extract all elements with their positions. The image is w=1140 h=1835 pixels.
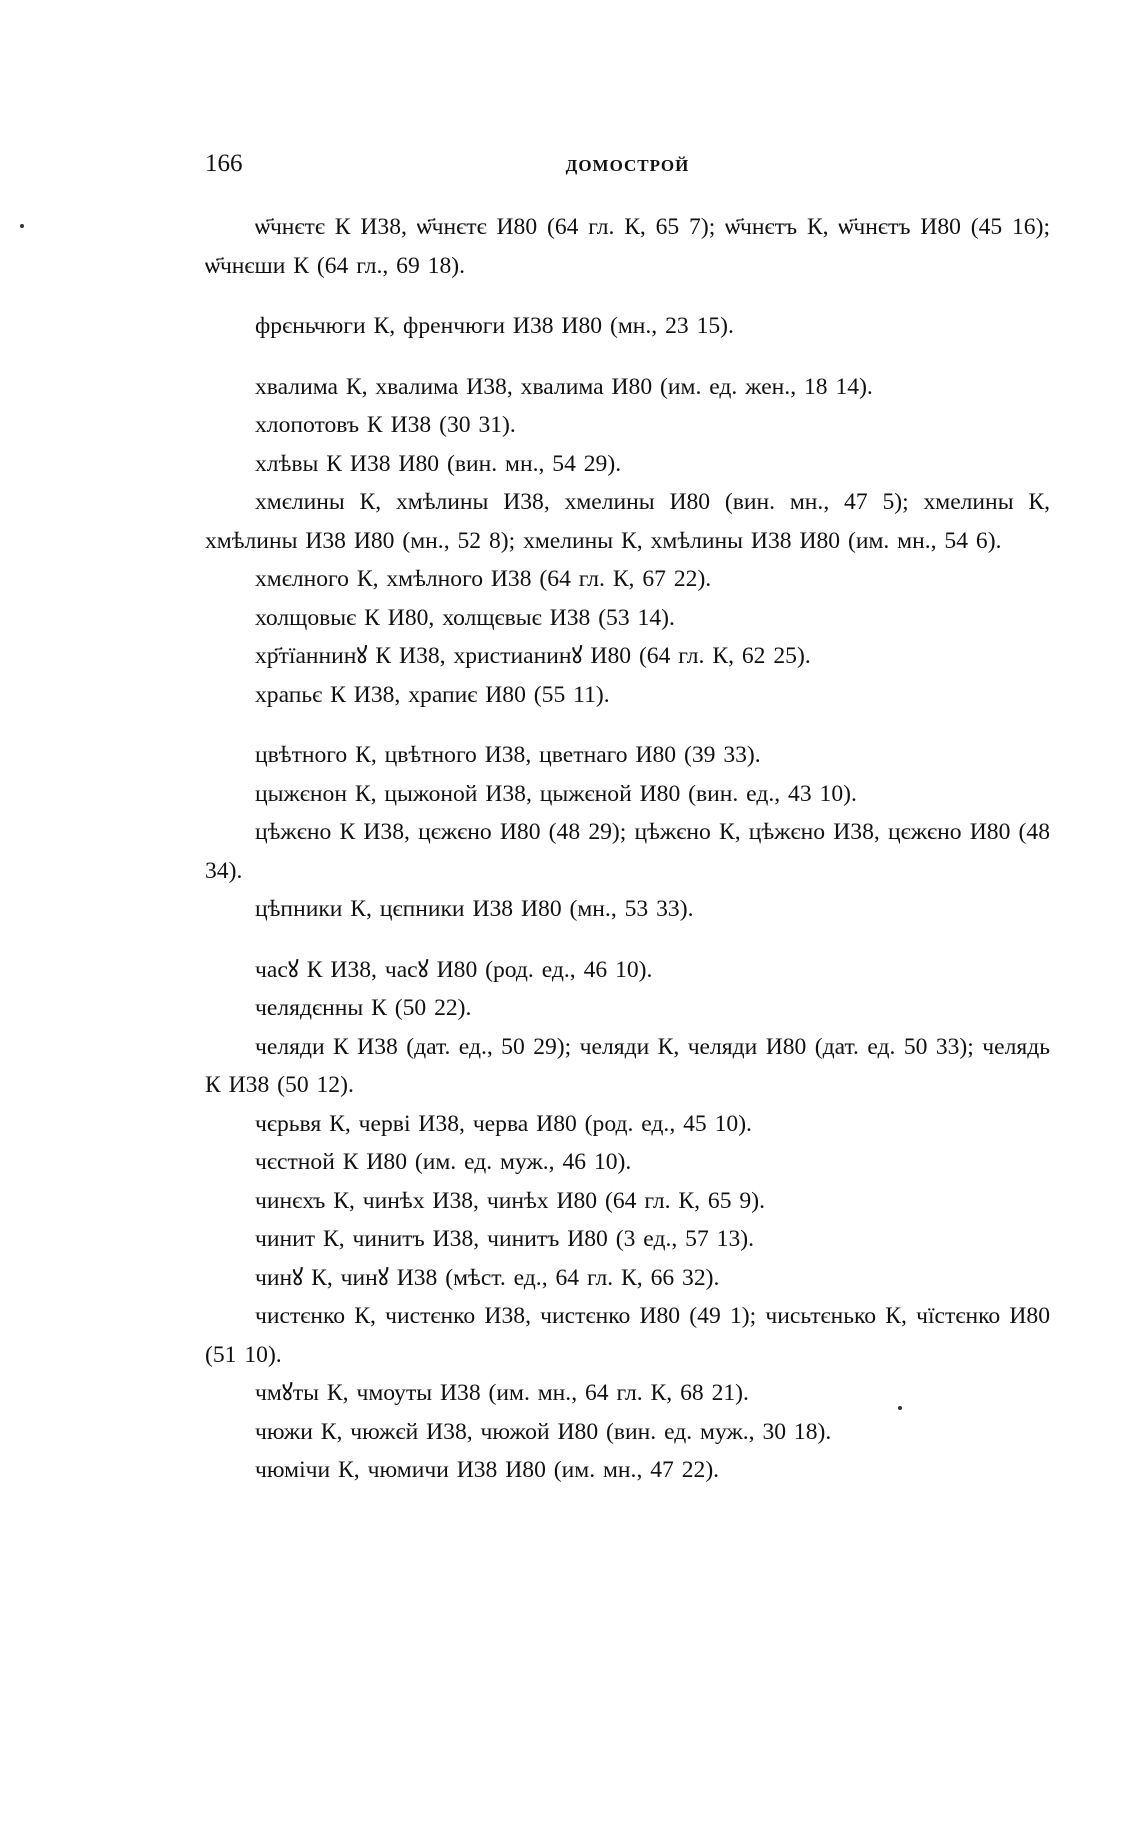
list-item: чмꙋты К, чмоуты И38 (им. мн., 64 гл. К, 68 21). <box>255 1380 749 1406</box>
running-title: ДОМОСТРОЙ <box>565 156 690 175</box>
list-item: чистєнко К, чистєнко И38, чистєнко И80 (49 1); чисьтєнько К, чїстєнко И80 (51 10). <box>205 1303 1050 1368</box>
list-item: фрєньчюги К, френчюги И38 И80 (мн., 23 15). <box>255 313 734 339</box>
list-item: чєстной К И80 (им. ед. муж., 46 10). <box>255 1149 632 1175</box>
list-item: храпьє К И38, храпиє И80 (55 11). <box>255 681 610 708</box>
list-item: чєрьвя К, черві И38, черва И80 (род. ед., 45 10). <box>255 1110 752 1137</box>
list-item: челядєнны К (50 22). <box>255 995 472 1021</box>
list-item: цыжєнон К, цыжоной И38, цыжєной И80 (вин. ед., 43 10). <box>255 780 857 807</box>
margin-dot <box>20 224 24 228</box>
list-item: цвѣтного К, цвѣтного И38, цветнаго И80 (39 33). <box>255 742 761 768</box>
list-item: чюмічи К, чюмичи И38 И80 (им. мн., 47 22). <box>255 1457 720 1483</box>
entry-group-u <box>205 208 1050 285</box>
list-item: чюжи К, чюжєй И38, чюжой И80 (вин. ед. муж., 30 18). <box>255 1418 832 1445</box>
list-item: цѣжєно К И38, цєжєно И80 (48 29); цѣжєно К, цѣжєно И38, цєжєно И80 (48 34). <box>205 819 1050 884</box>
list-item: хлопотовъ К И38 (30 31). <box>255 412 516 438</box>
entry-group-ch <box>205 951 1050 1490</box>
page-body <box>205 150 1050 1512</box>
page-number: 166 <box>205 150 243 177</box>
page-header <box>205 150 1050 190</box>
list-item: ѡ҃чнєтє К И38, ѡ҃чнєтє И80 (64 гл. К, 65 7); ѡ҃чнєтъ К, ѡ҃чнєтъ И80 (45 16); ѡ҃чнєши К (64 гл., 69 18). <box>205 214 1050 279</box>
list-item: хмєлного К, хмѣлного И38 (64 гл. К, 67 22). <box>255 566 712 592</box>
entry-group-kh <box>205 368 1050 715</box>
list-item: цѣпники К, цєпники И38 И80 (мн., 53 33). <box>255 896 694 922</box>
list-item: хвалима К, хвалима И38, хвалима И80 (им. ед. жен., 18 14). <box>255 373 873 400</box>
list-item: хмєлины К, хмѣлины И38, хмелины И80 (вин. мн., 47 5); хмелины К, хмѣлины И38 И80 (мн., 52 8); хмелины К, хмѣлины И38 И80 (им. мн., 54 6). <box>205 489 1050 554</box>
list-item: чинꙋ К, чинꙋ И38 (мѣст. ед., 64 гл. К, 66 32). <box>255 1264 720 1291</box>
list-item: холщовыє К И80, холщєвыє И38 (53 14). <box>255 604 675 631</box>
entry-group-ts <box>205 736 1050 929</box>
list-item: челяди К И38 (дат. ед., 50 29); челяди К, челяди И80 (дат. ед. 50 33); челядь К И38 (50 12). <box>205 1033 1050 1098</box>
list-item: хлѣвы К И38 И80 (вин. мн., 54 29). <box>255 450 622 477</box>
list-item: чинєхъ К, чинѣх И38, чинѣх И80 (64 гл. К, 65 9). <box>255 1187 765 1214</box>
list-item: чинит К, чинитъ И38, чинитъ И80 (3 ед., 57 13). <box>255 1226 755 1252</box>
list-item: часꙋ К И38, часꙋ И80 (род. ед., 46 10). <box>255 956 653 983</box>
list-item: хр҃тїаннинꙋ К И38, христианинꙋ И80 (64 гл. К, 62 25). <box>255 643 811 669</box>
entry-group-f <box>205 307 1050 346</box>
